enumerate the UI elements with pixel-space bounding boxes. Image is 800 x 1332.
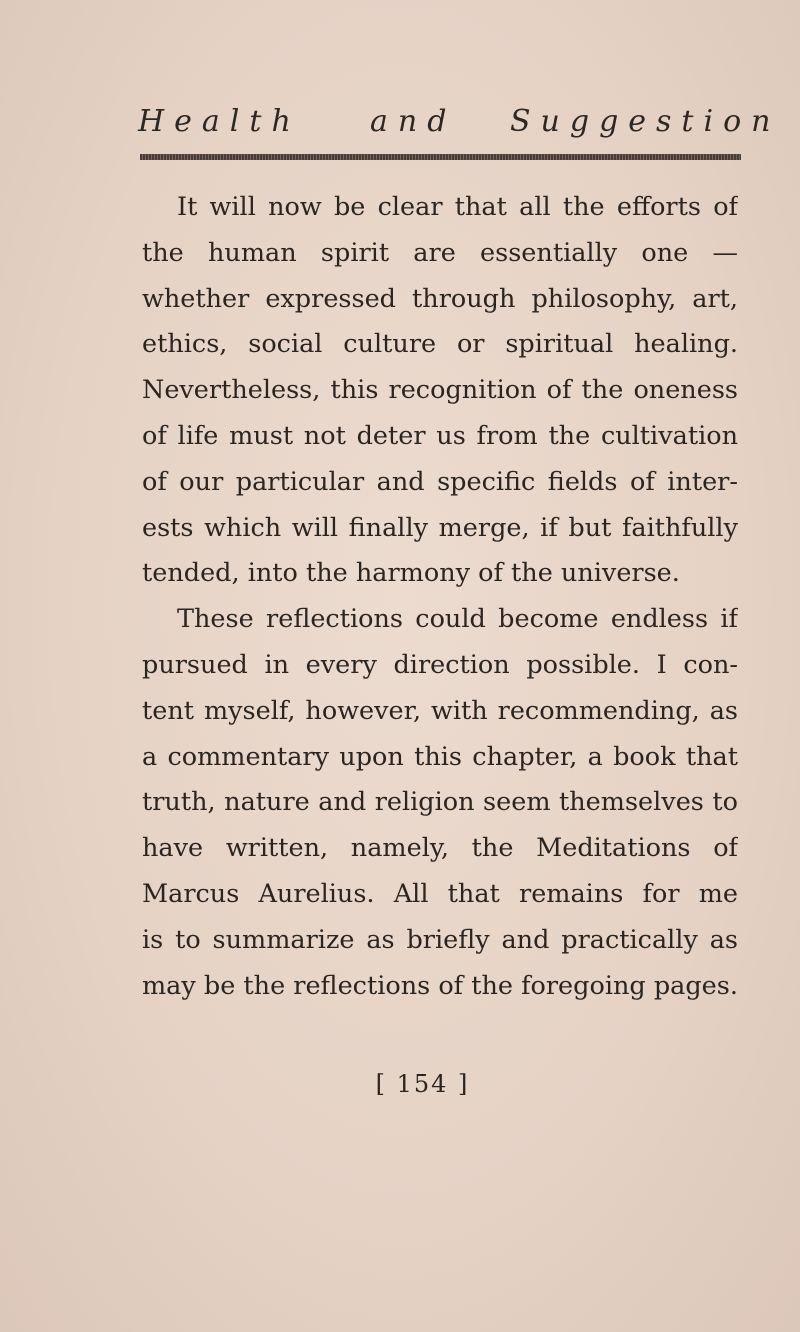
text-line: of our particular and specific fields of inter- — [142, 466, 738, 497]
text-line: have written, namely, the Meditations of — [142, 833, 738, 864]
text-line: a commentary upon this chapter, a book that — [142, 741, 738, 772]
text-line: It will now be clear that all the efforts of — [177, 192, 738, 222]
text-line: may be the reflections of the foregoing pages. — [142, 970, 738, 1001]
running-head — [138, 104, 781, 146]
text-line: These reflections could become endless if — [177, 604, 738, 635]
text-line: the human spirit are essentially one — — [142, 237, 738, 268]
text-line: is to summarize as briefly and practically as — [142, 924, 738, 955]
text-line: tent myself, however, with recommending, as — [142, 695, 738, 726]
body-text — [142, 185, 738, 1009]
header-rule — [140, 154, 741, 160]
running-head-word-health: Health — [138, 104, 301, 139]
running-head-word-and: and — [370, 104, 457, 139]
text-line: ethics, social culture or spiritual healing. — [142, 329, 738, 360]
text-line: pursued in every direction possible. I con- — [142, 649, 738, 680]
page-number: [ 154 ] — [375, 1070, 470, 1098]
text-line: Marcus Aurelius. All that remains for me — [142, 878, 738, 909]
text-line: tended, into the harmony of the universe. — [142, 558, 680, 589]
text-line: whether expressed through philosophy, art, — [142, 283, 738, 314]
running-head-word-suggestion: Suggestion — [510, 104, 781, 139]
text-line: ests which will finally merge, if but faithfully — [142, 512, 738, 543]
text-line: of life must not deter us from the cultivation — [142, 420, 738, 451]
text-line: Nevertheless, this recognition of the oneness — [142, 375, 738, 406]
text-line: truth, nature and religion seem themselves to — [142, 787, 738, 818]
